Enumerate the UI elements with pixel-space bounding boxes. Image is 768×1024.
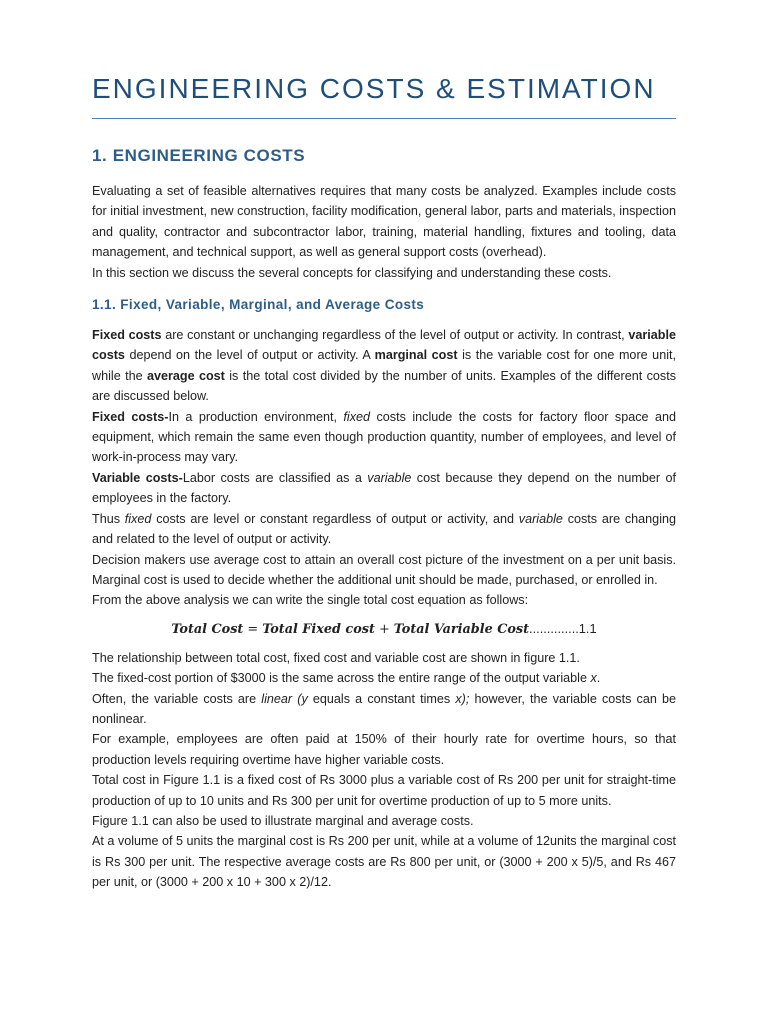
paragraph-total-cost: Total cost in Figure 1.1 is a fixed cost of Rs 3000 plus a variable cost of Rs 200 per unit for straight-time production of up to 10 units and Rs 300 per unit for overtime production of up to 5 more units.	[92, 773, 676, 808]
paragraph-volume: At a volume of 5 units the marginal cost is Rs 200 per unit, while at a volume of 12units the marginal cost is Rs 300 per unit. The respective average costs are Rs 800 per unit, or (3000 + 200 x 5)/5, and Rs 467 per unit, or (3000 + 200 x 10 + 300 x 2)/12.	[92, 834, 676, 890]
paragraph-often-linear: Often, the variable costs are linear (y equals a constant times x); however, the variable costs can be nonlinear.	[92, 691, 676, 726]
term-marginal-cost: marginal cost	[374, 348, 458, 363]
paragraph-fixed-portion: The fixed-cost portion of $3000 is the same across the entire range of the output variable x.	[92, 671, 601, 686]
paragraph-alternatives: Evaluating a set of feasible alternatives requires that many costs be analyzed. Examples include costs for initial investment, new construction, facility modification, general labor, parts and materials, inspection and quality, contractor and subcontractor labor, training, material handling, fixtures and tooling, data management, and technical support, as well as general support costs (overhead).	[92, 184, 676, 260]
paragraph-figure-reference: Figure 1.1 can also be used to illustrate marginal and average costs.	[92, 813, 474, 828]
paragraph-relationship: The relationship between total cost, fixed cost and variable cost are shown in figure 1.1.	[92, 650, 580, 665]
paragraph-cost-definitions: Fixed costs are constant or unchanging regardless of the level of output or activity. In contrast, variable costs depend on the level of output or activity. A marginal cost is the variable cost for one more unit, while the average cost is the total cost divided by the number of units. Examples of the different costs are discussed below.	[92, 328, 676, 404]
total-cost-equation: Total Cost = Total Fixed cost + Total Variable Cost..............1.1	[171, 620, 597, 637]
term-variable-costs: variable costs	[92, 328, 676, 363]
term-fixed-costs: Fixed costs	[92, 328, 162, 343]
paragraph-example-overtime: For example, employees are often paid at 150% of their hourly rate for overtime hours, so that production levels requiring overtime have higher variable costs.	[92, 732, 676, 767]
paragraph-thus: Thus fixed costs are level or constant regardless of output or activity, and variable costs are changing and related to the level of output or activity.	[92, 511, 676, 547]
term-average-cost: average cost	[146, 368, 225, 383]
document-title: ENGINEERING COSTS & ESTIMATION	[92, 73, 656, 104]
paragraph-from-analysis: From the above analysis we can write the single total cost equation as follows:	[92, 593, 529, 608]
section-heading-engineering-costs: 1. ENGINEERING COSTS	[92, 146, 306, 165]
paragraph-fixed-costs: Fixed costs-In a production environment, fixed costs include the costs for factory floor space and equipment, which remain the same even though production quantity, number of employees, and level of work-in-process may vary.	[92, 409, 676, 465]
subsection-heading-costs: 1.1. Fixed, Variable, Marginal, and Average Costs	[92, 297, 425, 313]
paragraph-variable-costs: Variable costs-Labor costs are classified as a variable cost because they depend on the number of employees in the factory.	[92, 470, 676, 506]
paragraph-section-intro: In this section we discuss the several concepts for classifying and understanding these costs.	[92, 265, 612, 280]
title-rule	[92, 118, 676, 119]
paragraph-decision-makers: Decision makers use average cost to attain an overall cost picture of the investment on a per unit basis. Marginal cost is used to decide whether the additional unit should be made, purchased, or enrolled in.	[92, 552, 676, 587]
equation-number: ..............1.1	[529, 620, 597, 636]
